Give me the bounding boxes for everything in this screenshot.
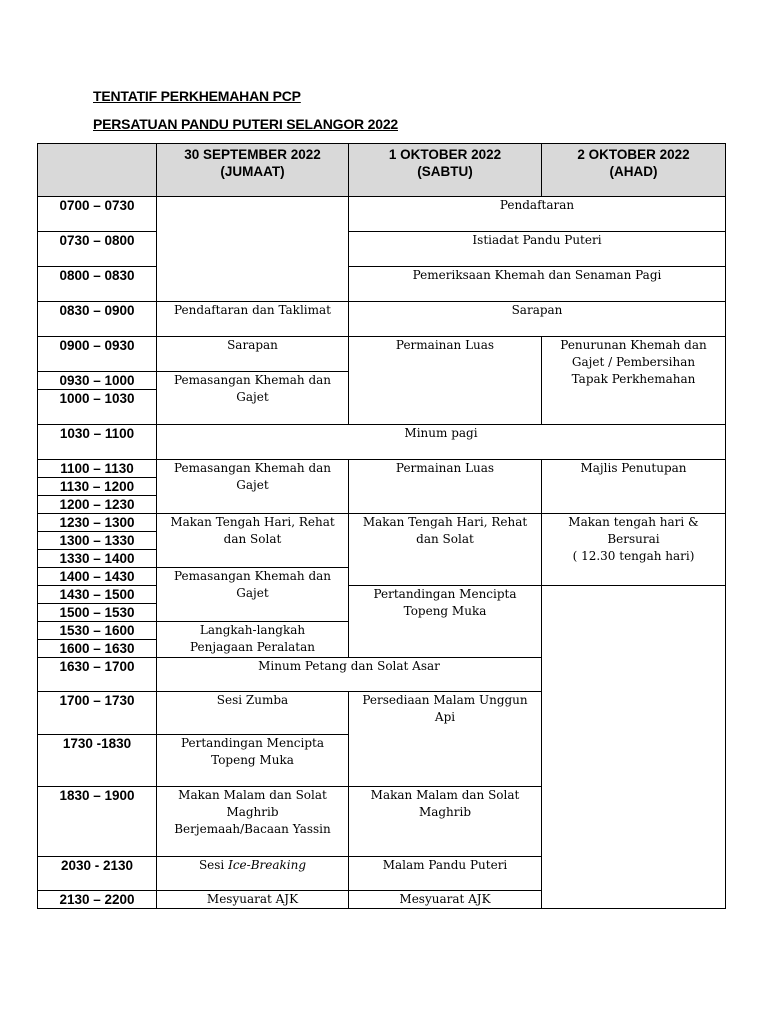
header-day-2: 1 OKTOBER 2022 (SABTU) <box>349 144 542 197</box>
activity-cell: Pendaftaran dan Taklimat <box>157 302 349 337</box>
activity-cell: Minum Petang dan Solat Asar <box>157 658 542 692</box>
table-row <box>38 586 726 604</box>
activity-cell: Pertandingan Mencipta Topeng Muka <box>157 735 349 787</box>
activity-cell: Pendaftaran <box>349 197 726 232</box>
time-slot: 0900 – 0930 <box>38 337 157 372</box>
document-subtitle: PERSATUAN PANDU PUTERI SELANGOR 2022 <box>93 116 398 132</box>
activity-cell: Penurunan Khemah dan Gajet / Pembersihan Tapak Perkhemahan <box>542 337 726 425</box>
activity-cell: Mesyuarat AJK <box>157 891 349 909</box>
activity-cell: Pemasangan Khemah dan Gajet <box>157 372 349 425</box>
table-row <box>38 337 726 372</box>
time-slot: 1700 – 1730 <box>38 692 157 735</box>
document-title: TENTATIF PERKHEMAHAN PCP <box>93 88 301 104</box>
activity-cell: Permainan Luas <box>349 460 542 514</box>
activity-cell: Malam Pandu Puteri <box>349 857 542 891</box>
time-slot: 0930 – 1000 <box>38 372 157 390</box>
activity-cell: Makan Malam dan Solat Maghrib <box>349 787 542 857</box>
time-slot: 1730 -1830 <box>38 735 157 787</box>
time-slot: 1330 – 1400 <box>38 550 157 568</box>
empty-cell <box>157 197 349 302</box>
activity-cell: Persediaan Malam Unggun Api <box>349 692 542 787</box>
table-row <box>38 514 726 532</box>
activity-cell: Pemasangan Khemah dan Gajet <box>157 568 349 622</box>
time-slot: 0700 – 0730 <box>38 197 157 232</box>
schedule-table <box>37 143 726 909</box>
time-slot: 0800 – 0830 <box>38 267 157 302</box>
time-slot: 1530 – 1600 <box>38 622 157 640</box>
time-slot: 1230 – 1300 <box>38 514 157 532</box>
activity-cell: Sesi Ice-Breaking <box>157 857 349 891</box>
time-slot: 1630 – 1700 <box>38 658 157 692</box>
header-row <box>38 144 726 197</box>
time-slot: 1100 – 1130 <box>38 460 157 478</box>
time-slot: 1000 – 1030 <box>38 390 157 425</box>
time-slot: 1500 – 1530 <box>38 604 157 622</box>
activity-cell: Pemasangan Khemah dan Gajet <box>157 460 349 514</box>
activity-cell: Majlis Penutupan <box>542 460 726 514</box>
table-row <box>38 232 726 267</box>
time-slot: 2130 – 2200 <box>38 891 157 909</box>
time-slot: 1400 – 1430 <box>38 568 157 586</box>
activity-cell: Istiadat Pandu Puteri <box>349 232 726 267</box>
time-slot: 1430 – 1500 <box>38 586 157 604</box>
header-day-3: 2 OKTOBER 2022 (AHAD) <box>542 144 726 197</box>
table-row <box>38 425 726 460</box>
time-slot: 1600 – 1630 <box>38 640 157 658</box>
activity-cell: Minum pagi <box>157 425 726 460</box>
activity-cell: Pemeriksaan Khemah dan Senaman Pagi <box>349 267 726 302</box>
time-slot: 0830 – 0900 <box>38 302 157 337</box>
activity-cell: Permainan Luas <box>349 337 542 425</box>
activity-cell: Sarapan <box>157 337 349 372</box>
activity-cell: Pertandingan Mencipta Topeng Muka <box>349 586 542 658</box>
header-time-column <box>38 144 157 197</box>
time-slot: 1200 – 1230 <box>38 496 157 514</box>
activity-cell: Sarapan <box>349 302 726 337</box>
activity-cell: Mesyuarat AJK <box>349 891 542 909</box>
time-slot: 1300 – 1330 <box>38 532 157 550</box>
table-row <box>38 302 726 337</box>
empty-cell <box>542 586 726 909</box>
header-day-1: 30 SEPTEMBER 2022 (JUMAAT) <box>157 144 349 197</box>
table-row <box>38 460 726 478</box>
table-row <box>38 267 726 302</box>
activity-cell: Langkah-langkah Penjagaan Peralatan <box>157 622 349 658</box>
time-slot: 1030 – 1100 <box>38 425 157 460</box>
activity-cell: Makan Malam dan Solat Maghrib Berjemaah/Bacaan Yassin <box>157 787 349 857</box>
time-slot: 2030 - 2130 <box>38 857 157 891</box>
table-row <box>38 197 726 232</box>
activity-cell: Makan Tengah Hari, Rehat dan Solat <box>349 514 542 586</box>
time-slot: 0730 – 0800 <box>38 232 157 267</box>
time-slot: 1830 – 1900 <box>38 787 157 857</box>
activity-cell: Sesi Zumba <box>157 692 349 735</box>
activity-cell: Makan Tengah Hari, Rehat dan Solat <box>157 514 349 568</box>
activity-cell: Makan tengah hari & Bersurai ( 12.30 tengah hari) <box>542 514 726 586</box>
time-slot: 1130 – 1200 <box>38 478 157 496</box>
